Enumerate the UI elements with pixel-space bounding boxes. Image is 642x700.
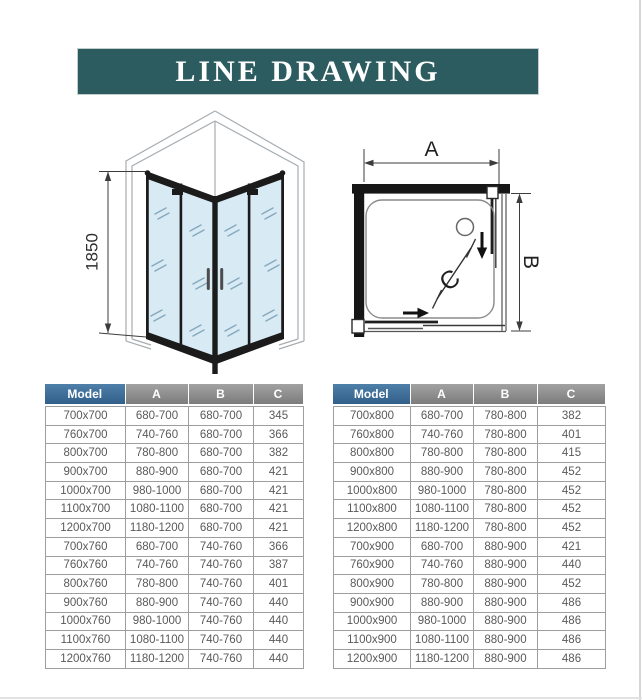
enclosure-3d-drawing (58, 103, 326, 381)
width-dimension (364, 138, 499, 184)
table-cell: 980-1000 (126, 481, 189, 500)
table-row (46, 481, 304, 500)
table-cell: 1080-1100 (411, 631, 474, 650)
table-cell: 1080-1100 (126, 631, 189, 650)
table-cell: 366 (254, 425, 304, 444)
size-table-body (333, 406, 606, 669)
drain-circle (457, 219, 474, 236)
table-row (46, 556, 304, 575)
table-cell: 680-700 (189, 500, 254, 519)
table-row (46, 649, 304, 668)
table-cell: 740-760 (126, 425, 189, 444)
table-cell: 980-1000 (126, 612, 189, 631)
page-bottom-border (0, 697, 642, 699)
table-cell: 382 (538, 407, 606, 426)
size-table-800-900 (333, 384, 605, 669)
table-row (334, 500, 606, 519)
table-cell: 680-700 (189, 407, 254, 426)
table-cell: 740-760 (189, 575, 254, 594)
table-cell: 452 (538, 481, 606, 500)
table-cell: 1200x760 (46, 649, 126, 668)
table-cell: 700x900 (334, 537, 411, 556)
table-row (334, 631, 606, 650)
diagonal-dimension (433, 239, 476, 309)
table-cell: 780-800 (474, 519, 538, 538)
table-cell: 780-800 (474, 425, 538, 444)
table-cell: 740-760 (411, 556, 474, 575)
column-header: C (537, 384, 605, 404)
table-cell: 440 (538, 556, 606, 575)
table-cell: 740-760 (189, 593, 254, 612)
table-row (334, 407, 606, 426)
table-cell: 780-800 (126, 575, 189, 594)
table-cell: 740-760 (189, 537, 254, 556)
table-cell: 740-760 (189, 612, 254, 631)
table-row (46, 463, 304, 482)
size-table-header (333, 384, 606, 404)
plan-glass-sides (352, 187, 506, 334)
table-cell: 1000x800 (334, 481, 411, 500)
table-cell: 366 (254, 537, 304, 556)
table-cell: 440 (254, 612, 304, 631)
table-cell: 1180-1200 (411, 649, 474, 668)
table-cell: 401 (538, 425, 606, 444)
table-cell: 1000x760 (46, 612, 126, 631)
table-cell: 780-800 (474, 407, 538, 426)
table-row (46, 500, 304, 519)
table-cell: 1200x900 (334, 649, 411, 668)
height-dimension (82, 172, 146, 338)
table-row (334, 481, 606, 500)
table-cell: 880-900 (474, 575, 538, 594)
table-row (334, 537, 606, 556)
plan-walls (352, 184, 510, 337)
height-dimension-label: 1850 (82, 233, 102, 271)
table-cell: 880-900 (474, 593, 538, 612)
table-cell: 740-760 (189, 631, 254, 650)
page-title: LINE DRAWING (175, 54, 441, 88)
table-row (334, 649, 606, 668)
table-cell: 880-900 (411, 593, 474, 612)
table-row (46, 519, 304, 538)
table-cell: 1200x700 (46, 519, 126, 538)
table-cell: 980-1000 (411, 481, 474, 500)
table-cell: 421 (254, 519, 304, 538)
header-row (333, 384, 605, 404)
table-cell: 740-760 (189, 649, 254, 668)
size-table-body (45, 406, 304, 669)
table-cell: 680-700 (126, 537, 189, 556)
table-cell: 486 (538, 631, 606, 650)
table-row (334, 575, 606, 594)
table-cell: 800x900 (334, 575, 411, 594)
table-row (334, 612, 606, 631)
table-cell: 421 (254, 481, 304, 500)
table-cell: 880-900 (126, 593, 189, 612)
table-cell: 680-700 (189, 519, 254, 538)
table-row (46, 425, 304, 444)
table-cell: 780-800 (474, 463, 538, 482)
table-row (46, 407, 304, 426)
table-cell: 1080-1100 (411, 500, 474, 519)
table-row (46, 537, 304, 556)
table-cell: 800x700 (46, 444, 126, 463)
table-cell: 880-900 (474, 649, 538, 668)
table-cell: 800x800 (334, 444, 411, 463)
table-cell: 452 (538, 519, 606, 538)
table-row (334, 593, 606, 612)
table-cell: 440 (254, 649, 304, 668)
table-cell: 680-700 (189, 463, 254, 482)
table-cell: 382 (254, 444, 304, 463)
column-header: A (410, 384, 473, 404)
table-cell: 740-760 (411, 425, 474, 444)
table-cell: 760x800 (334, 425, 411, 444)
table-cell: 780-800 (474, 444, 538, 463)
size-table-header (45, 384, 304, 404)
page-right-border (639, 0, 641, 700)
column-header: Model (45, 384, 125, 404)
table-row (334, 519, 606, 538)
width-dimension-label: A (424, 138, 439, 161)
table-cell: 1100x900 (334, 631, 411, 650)
table-cell: 700x760 (46, 537, 126, 556)
table-cell: 740-760 (126, 556, 189, 575)
table-cell: 1180-1200 (126, 519, 189, 538)
table-cell: 900x760 (46, 593, 126, 612)
table-cell: 780-800 (126, 444, 189, 463)
table-cell: 1200x800 (334, 519, 411, 538)
table-cell: 780-800 (411, 575, 474, 594)
table-cell: 421 (538, 537, 606, 556)
column-header: B (473, 384, 537, 404)
table-cell: 401 (254, 575, 304, 594)
table-cell: 680-700 (411, 537, 474, 556)
size-table-700-760 (45, 384, 303, 669)
table-row (334, 556, 606, 575)
table-cell: 452 (538, 463, 606, 482)
table-cell: 1000x900 (334, 612, 411, 631)
table-row (46, 631, 304, 650)
table-cell: 880-900 (474, 612, 538, 631)
table-row (46, 612, 304, 631)
table-cell: 440 (254, 631, 304, 650)
table-cell: 680-700 (411, 407, 474, 426)
table-cell: 980-1000 (411, 612, 474, 631)
header-row (45, 384, 303, 404)
table-cell: 880-900 (474, 556, 538, 575)
table-row (334, 444, 606, 463)
table-cell: 880-900 (474, 631, 538, 650)
table-row (334, 463, 606, 482)
table-row (46, 575, 304, 594)
table-cell: 421 (254, 500, 304, 519)
table-cell: 760x760 (46, 556, 126, 575)
table-cell: 760x700 (46, 425, 126, 444)
column-header: B (188, 384, 253, 404)
depth-dimension-label: B (518, 254, 542, 270)
column-header: C (253, 384, 303, 404)
table-cell: 880-900 (126, 463, 189, 482)
table-cell: 1180-1200 (411, 519, 474, 538)
enclosure-plan-drawing (335, 128, 607, 365)
table-cell: 880-900 (411, 463, 474, 482)
table-cell: 1180-1200 (126, 649, 189, 668)
table-cell: 486 (538, 593, 606, 612)
table-cell: 387 (254, 556, 304, 575)
table-row (334, 425, 606, 444)
table-row (46, 593, 304, 612)
table-cell: 1100x760 (46, 631, 126, 650)
shower-tray (366, 200, 494, 318)
table-cell: 680-700 (189, 444, 254, 463)
table-cell: 1080-1100 (126, 500, 189, 519)
table-cell: 1100x800 (334, 500, 411, 519)
table-cell: 780-800 (411, 444, 474, 463)
table-cell: 900x800 (334, 463, 411, 482)
table-cell: 800x760 (46, 575, 126, 594)
table-cell: 780-800 (474, 500, 538, 519)
column-header: A (125, 384, 188, 404)
table-cell: 1000x700 (46, 481, 126, 500)
table-cell: 880-900 (474, 537, 538, 556)
table-cell: 680-700 (189, 425, 254, 444)
diagonal-dimension-label: C (434, 263, 466, 297)
table-cell: 900x700 (46, 463, 126, 482)
table-cell: 780-800 (474, 481, 538, 500)
depth-dimension (511, 194, 542, 332)
table-cell: 486 (538, 612, 606, 631)
table-cell: 700x700 (46, 407, 126, 426)
title-banner (77, 48, 539, 95)
table-row (46, 444, 304, 463)
table-cell: 1100x700 (46, 500, 126, 519)
table-cell: 452 (538, 575, 606, 594)
table-cell: 900x900 (334, 593, 411, 612)
table-cell: 421 (254, 463, 304, 482)
column-header: Model (333, 384, 410, 404)
table-cell: 740-760 (189, 556, 254, 575)
table-cell: 760x900 (334, 556, 411, 575)
table-cell: 452 (538, 500, 606, 519)
table-cell: 415 (538, 444, 606, 463)
table-cell: 680-700 (126, 407, 189, 426)
table-cell: 680-700 (189, 481, 254, 500)
table-cell: 700x800 (334, 407, 411, 426)
table-cell: 345 (254, 407, 304, 426)
table-cell: 440 (254, 593, 304, 612)
table-cell: 486 (538, 649, 606, 668)
